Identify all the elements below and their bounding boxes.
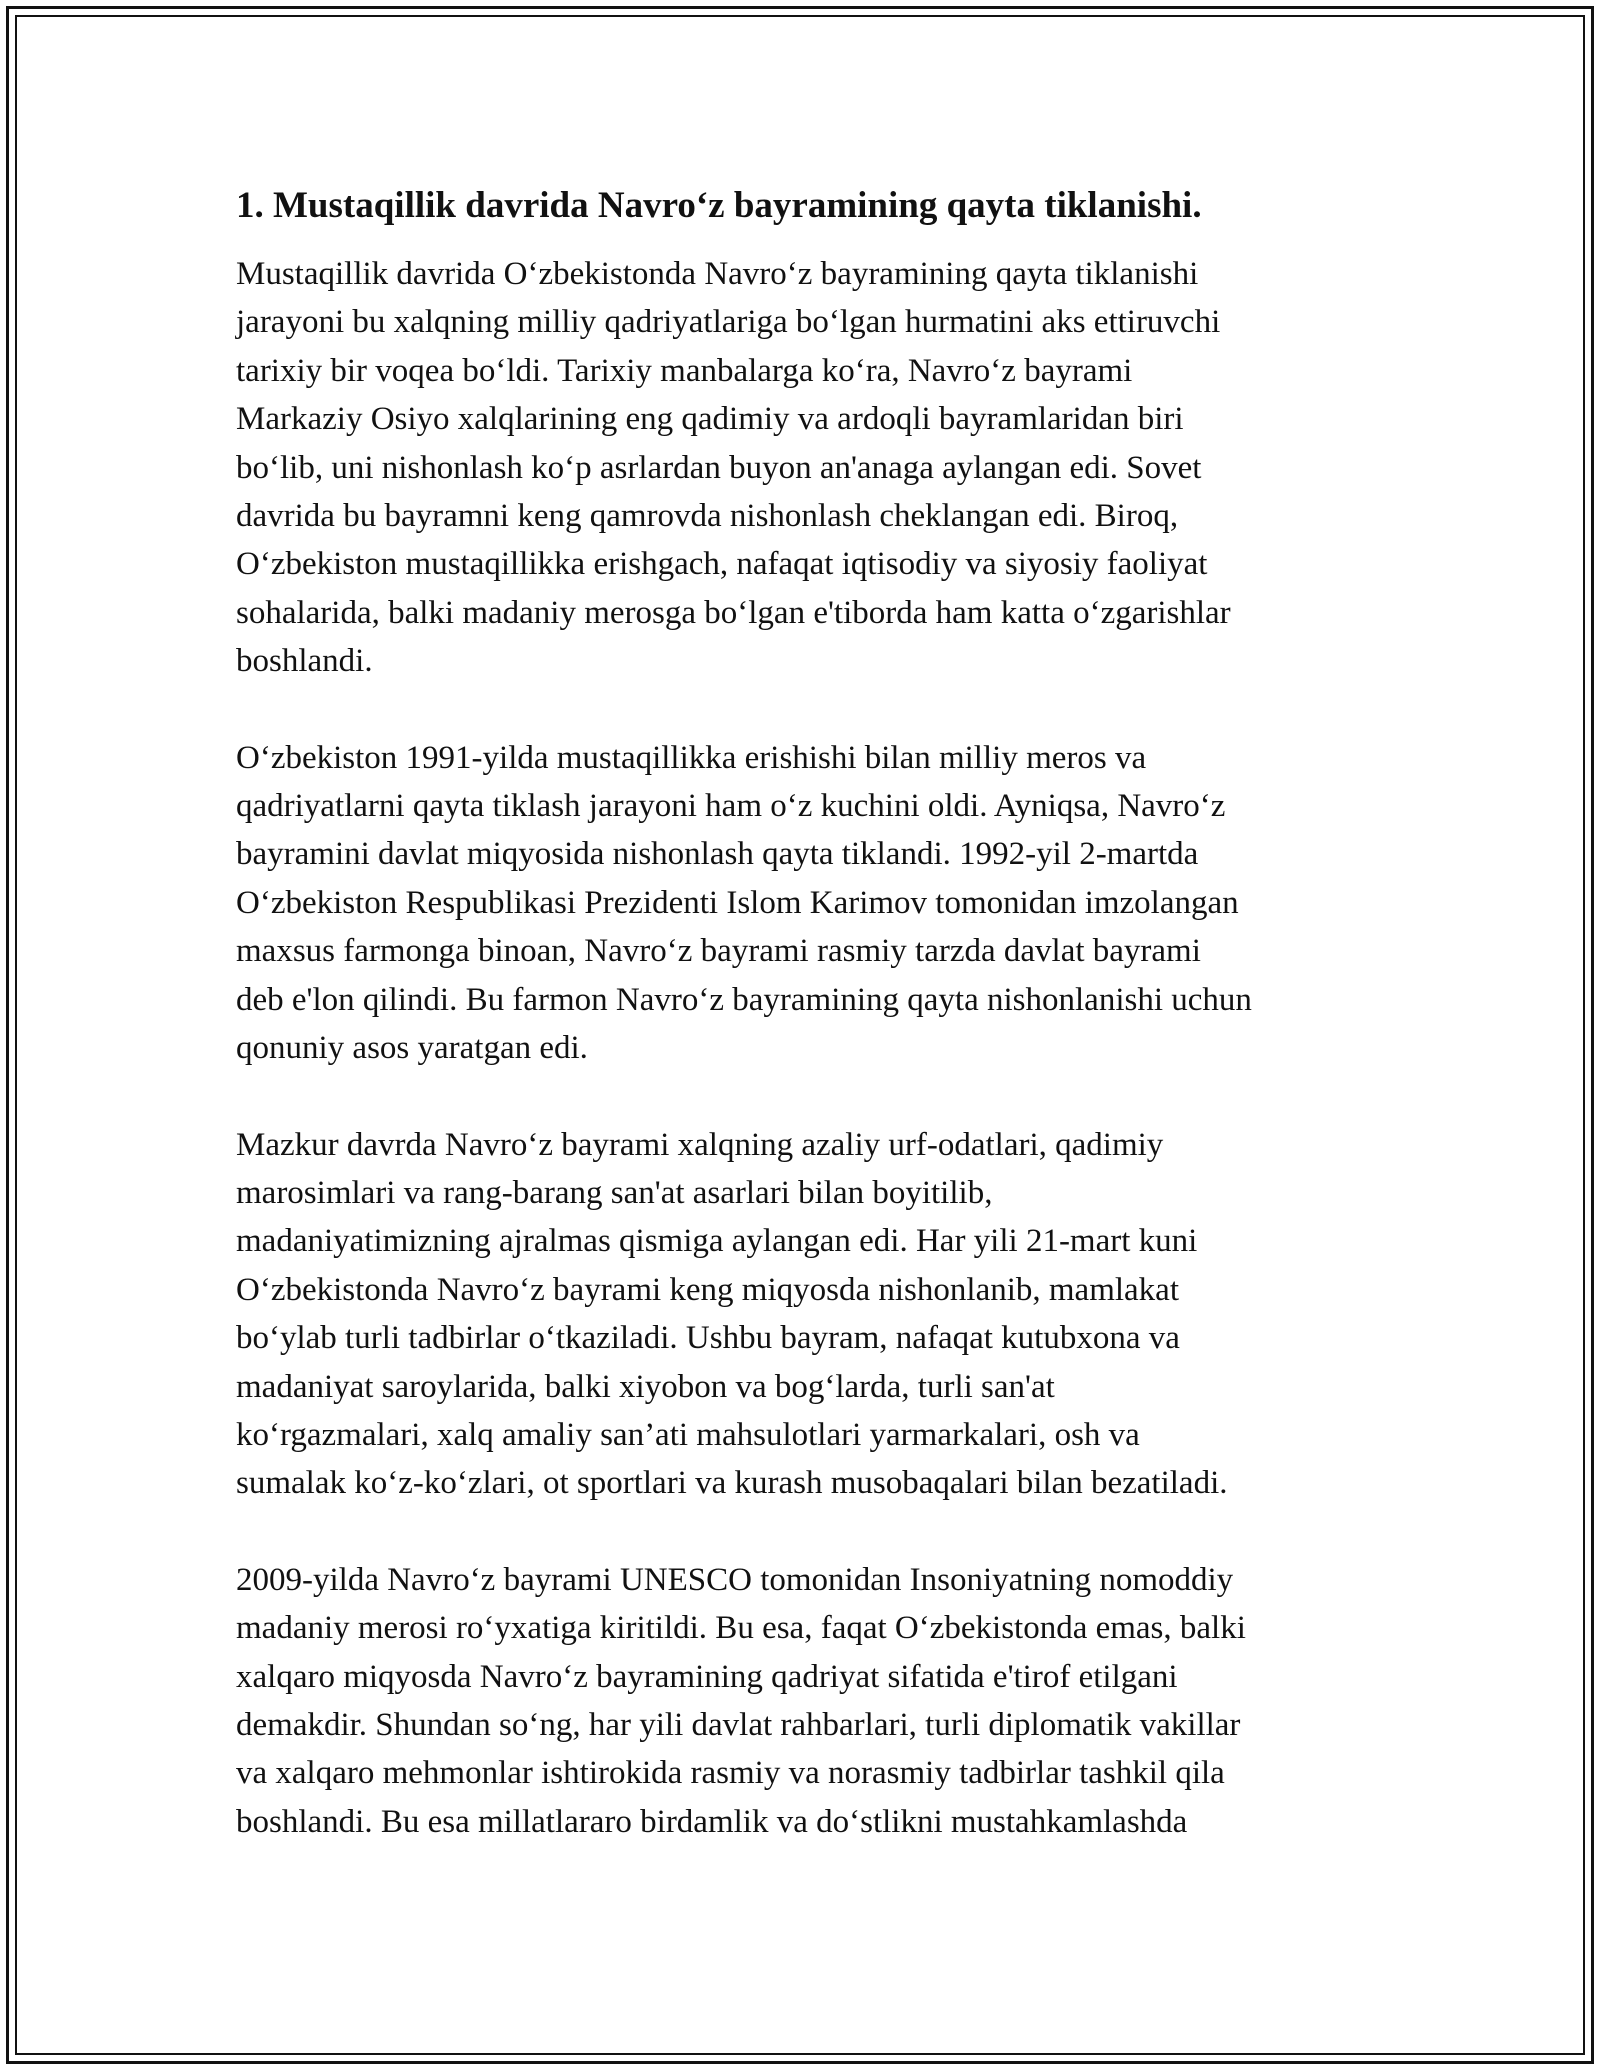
paragraph-3: Mazkur davrda Navro‘z bayrami xalqning azaliy urf-odatlari, qadimiy marosimlari va rang-barang san'at asarlari bilan boyitilib, madaniyatimizning ajralmas qismiga aylangan edi. Har yili 21-mart kuni O‘zbekistonda Navro‘z bayrami keng miqyosda nishonlanib, mamlakat bo‘ylab turli tadbirlar o‘tkaziladi. Ushbu bayram, nafaqat kutubxona va madaniyat saroylarida, balki xiyobon va bog‘larda, turli san'at ko‘rgazmalari, xalq amaliy san’ati mahsulotlari yarmarkalari, osh va sumalak ko‘z-ko‘zlari, ot sportlari va kurash musobaqalari bilan bezatiladi. [236,1126,1228,1502]
section-heading: 1. Mustaqillik davrida Navro‘z bayramining qayta tiklanishi. [236,185,1202,226]
paragraph-1: Mustaqillik davrida O‘zbekistonda Navro‘z bayramining qayta tiklanishi jarayoni bu xalqning milliy qadriyatlariga bo‘lgan hurmatini aks ettiruvchi tarixiy bir voqea bo‘ldi. Tarixiy manbalarga ko‘ra, Navro‘z bayrami Markaziy Osiyo xalqlarining eng qadimiy va ardoqli bayramlaridan biri bo‘lib, uni nishonlash ko‘p asrlardan buyon an'anaga aylangan edi. Sovet davrida bu bayramni keng qamrovda nishonlash cheklangan edi. Biroq, O‘zbekiston mustaqillikka erishgach, nafaqat iqtisodiy va siyosiy faoliyat sohalarida, balki madaniy merosga bo‘lgan e'tiborda ham katta o‘zgarishlar boshlandi. [236,256,1231,680]
paragraph-2: O‘zbekiston 1991-yilda mustaqillikka erishishi bilan milliy meros va qadriyatlarni qayta tiklash jarayoni ham o‘z kuchini oldi. Ayniqsa, Navro‘z bayramini davlat miqyosida nishonlash qayta tiklandi. 1992-yil 2-martda O‘zbekiston Respublikasi Prezidenti Islom Karimov tomonidan imzolangan maxsus farmonga binoan, Navro‘z bayrami rasmiy tarzda davlat bayrami deb e'lon qilindi. Bu farmon Navro‘z bayramining qayta nishonlanishi uchun qonuniy asos yaratgan edi. [236,739,1252,1067]
document-body [236,182,1376,1894]
paragraph-4: 2009-yilda Navro‘z bayrami UNESCO tomonidan Insoniyatning nomoddiy madaniy merosi ro‘yxatiga kiritildi. Bu esa, faqat O‘zbekistonda emas, balki xalqaro miqyosda Navro‘z bayramining qadriyat sifatida e'tirof etilgani demakdir. Shundan so‘ng, har yili davlat rahbarlari, turli diplomatik vakillar va xalqaro mehmonlar ishtirokida rasmiy va norasmiy tadbirlar tashkil qila boshlandi. Bu esa millatlararo birdamlik va do‘stlikni mustahkamlashda [236,1561,1246,1840]
